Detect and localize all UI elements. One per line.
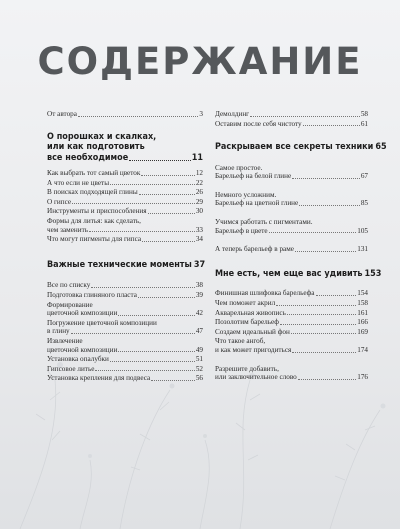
toc-entry-line: О порошках и скалках,: [47, 131, 157, 142]
toc-page-number: 51: [195, 355, 203, 364]
toc-page-number: 161: [357, 308, 368, 317]
toc-entry: [215, 191, 368, 208]
toc-entry-title: Барельеф на белой глине: [215, 172, 292, 181]
toc-entry-title: Раскрываем все секреты техники: [215, 142, 374, 153]
toc-page-number: 85: [360, 199, 368, 208]
toc-page-number: 169: [357, 327, 368, 336]
toc-entry-title: Установка опалубки: [47, 355, 109, 364]
toc-section-heading: [47, 132, 203, 164]
toc-entry: [215, 218, 368, 235]
toc-page-number: 105: [357, 226, 368, 235]
toc-page-number: 12: [195, 169, 203, 178]
toc-entry-line: или как подготовить: [47, 142, 145, 153]
toc-page-number: 61: [360, 119, 368, 128]
toc-page-number: 67: [360, 172, 368, 181]
toc-page-number: 3: [199, 110, 203, 118]
toc-entry-title: Мне есть, чем еще вас удивить: [215, 268, 363, 279]
toc-entry-title: Все по списку: [47, 281, 91, 290]
toc-entry-title: О гипсе: [47, 197, 72, 206]
dot-leader: [287, 314, 356, 315]
dot-leader: [269, 232, 357, 233]
toc-entry-title: В поисках подходящей глины: [47, 188, 138, 197]
toc-entry: [47, 281, 203, 290]
dot-leader: [148, 213, 195, 214]
dot-leader: [78, 116, 198, 117]
toc-page-number: 29: [195, 197, 203, 206]
toc-entry: [47, 198, 203, 207]
toc-entry-title: Чем поможет акрил: [215, 298, 276, 307]
dot-leader: [110, 184, 195, 185]
toc-page-number: 30: [195, 207, 203, 216]
toc-entry-title: Подготовка глиняного пласта: [47, 290, 137, 299]
toc-entry-line: Погружение цветочной композиции: [47, 318, 157, 327]
toc-entry: [47, 337, 203, 354]
toc-entry-title: Гипсовое литье: [47, 364, 95, 373]
dot-leader: [129, 160, 191, 161]
dot-leader: [142, 241, 195, 242]
toc-entry-title: и как может пригодиться: [215, 345, 292, 354]
toc-page-number: 37: [193, 259, 206, 270]
page-title: СОДЕРЖАНИЕ: [37, 40, 363, 83]
toc-entry: [47, 207, 203, 216]
toc-entry-line: Что такое ангоб,: [215, 337, 266, 346]
toc-page-number: 58: [360, 110, 368, 118]
toc-page-number: 49: [195, 345, 203, 354]
toc-page-number: 56: [195, 374, 203, 383]
toc-entry-title: Демолдинг: [215, 110, 250, 118]
toc-entry-title: Установка крепления для подвеса: [47, 374, 151, 383]
dot-leader: [110, 361, 195, 362]
toc-entry: [215, 365, 368, 382]
dot-leader: [95, 370, 194, 371]
toc-entry: [47, 355, 203, 364]
dot-leader: [91, 287, 194, 288]
toc-entry: [215, 245, 368, 254]
toc-entry-line: Учимся работать с пигментами.: [215, 218, 313, 227]
toc-page-number: 174: [357, 345, 368, 354]
toc-entry-title: Инструменты и приспособления: [47, 207, 147, 216]
toc-entry-title: в глину: [47, 327, 70, 336]
dot-leader: [303, 125, 360, 126]
toc-entry: [47, 179, 203, 188]
toc-entry-title: Барельеф на цветной глине: [215, 199, 299, 208]
toc-entry-title: Создаем идеальный фон: [215, 327, 290, 336]
toc-page-number: 131: [357, 245, 368, 254]
toc-entry: [215, 289, 368, 298]
toc-entry: [215, 328, 368, 337]
toc-entry: [215, 309, 368, 318]
toc-page-number: 47: [195, 327, 203, 336]
toc-entry-title: Важные технические моменты: [47, 259, 192, 270]
toc-entry-title: От автора: [47, 110, 77, 118]
toc-page-number: 42: [195, 309, 203, 318]
dot-leader: [72, 203, 195, 204]
toc-entry-title: все необходимое: [47, 152, 129, 163]
toc-entry: [215, 110, 368, 119]
toc-page-number: 34: [195, 235, 203, 244]
toc-entry-title: Барельеф в цвете: [215, 226, 268, 235]
toc-entry-line: Извлечение: [47, 336, 83, 345]
toc-entry: [47, 169, 203, 178]
toc-page-number: 65: [375, 142, 387, 153]
toc-page-number: 38: [195, 281, 203, 290]
dot-leader: [141, 175, 194, 176]
toc-page-number: 158: [357, 298, 368, 307]
toc-entry: [47, 217, 203, 234]
toc-left-column: [47, 110, 206, 383]
toc-section-heading: [215, 268, 382, 280]
toc-entry-line: Формирование: [47, 300, 93, 309]
toc-entry: [47, 188, 203, 197]
toc-entry-line: Самое простое.: [215, 163, 263, 172]
toc-entry-title: Акварельная живопись: [215, 308, 286, 317]
toc-page-number: 154: [357, 289, 368, 298]
toc-page-number: 166: [357, 318, 368, 327]
toc-section-heading: [47, 259, 206, 271]
toc-page-number: 11: [191, 152, 203, 163]
toc-entry-line: Немного усложним.: [215, 190, 277, 199]
toc-entry: [47, 110, 203, 119]
dot-leader: [298, 379, 356, 380]
toc-entry: [47, 374, 203, 383]
toc-entry: [215, 337, 368, 354]
toc-right-column: [215, 110, 387, 382]
toc-entry-line: Разрешите добавить,: [215, 364, 279, 373]
dot-leader: [292, 352, 356, 353]
toc-page-number: 52: [195, 364, 203, 373]
toc-entry-title: Как выбрать тот самый цветок: [47, 169, 141, 178]
toc-page-number: 33: [195, 225, 203, 234]
toc-entry-title: А теперь барельеф в раме: [215, 245, 294, 254]
toc-entry-title: цветочной композиции: [47, 345, 118, 354]
dot-leader: [299, 205, 360, 206]
dot-leader: [276, 305, 356, 306]
toc-entry: [215, 299, 368, 308]
toc-entry-title: или заключительное слово: [215, 373, 297, 382]
toc-entry-title: Оставим после себя чистоту: [215, 119, 302, 128]
toc-entry: [47, 365, 203, 374]
dot-leader: [292, 178, 360, 179]
toc-entry: [215, 164, 368, 181]
toc-entry-title: цветочной композиции: [47, 309, 118, 318]
toc-page-number: 39: [195, 290, 203, 299]
toc-page-number: 22: [195, 178, 203, 187]
dot-leader: [118, 315, 194, 316]
dot-leader: [89, 231, 195, 232]
toc-entry: [47, 301, 203, 318]
toc-entry-title: Финишная шлифовка барельефа: [215, 289, 315, 298]
dot-leader: [280, 324, 356, 325]
toc-entry: [215, 318, 368, 327]
dot-leader: [291, 333, 356, 334]
toc-page-number: 153: [364, 268, 382, 279]
dot-leader: [316, 295, 357, 296]
toc-entry: [215, 120, 368, 129]
toc-entry-line: Формы для литья: как сделать,: [47, 217, 141, 226]
toc-entry-title: чем заменить: [47, 225, 89, 234]
dot-leader: [250, 116, 360, 117]
toc-entry: [47, 291, 203, 300]
toc-entry: [47, 235, 203, 244]
dot-leader: [138, 297, 195, 298]
toc-section-heading: [215, 142, 387, 153]
toc-page-number: 176: [357, 373, 368, 382]
dot-leader: [139, 194, 195, 195]
dot-leader: [71, 333, 195, 334]
dot-leader: [151, 380, 195, 381]
toc-entry-title: Позолотим барельеф: [215, 318, 279, 327]
toc-entry: [47, 319, 203, 336]
toc-entry-title: Что могут пигменты для гипса: [47, 235, 142, 244]
dot-leader: [118, 351, 194, 352]
dot-leader: [295, 251, 356, 252]
toc-entry-title: А что если не цветы: [47, 178, 110, 187]
toc-page-number: 26: [195, 188, 203, 197]
